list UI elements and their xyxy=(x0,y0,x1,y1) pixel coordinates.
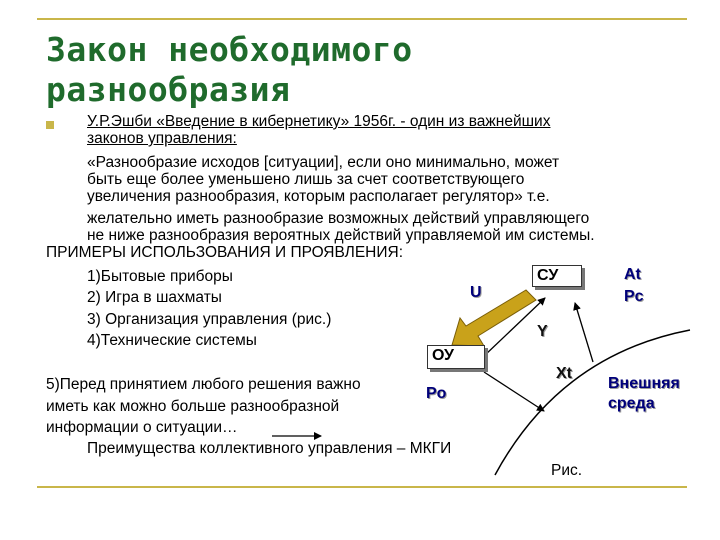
u-label: U xyxy=(470,284,482,301)
su-box: СУ xyxy=(532,265,582,287)
figure-caption: Рис. xyxy=(551,462,583,479)
quote-line1: «Разнообразие исходов [ситуации], если оно минимально, может xyxy=(87,154,560,171)
xt-arrow xyxy=(575,303,593,362)
ou-box: ОУ xyxy=(427,345,485,369)
environment-boundary xyxy=(495,330,690,475)
desire-line1: желательно иметь разнообразие возможных действий управляющего xyxy=(87,210,590,227)
examples-heading: ПРИМЕРЫ ИСПОЛЬЗОВАНИЯ И ПРОЯВЛЕНИЯ: xyxy=(46,244,404,261)
po-arrow xyxy=(484,372,544,411)
ashby-reference-line1: У.Р.Эшби «Введение в кибернетику» 1956г. - один из важнейших xyxy=(87,113,551,130)
desire-line2: не ниже разнообразия вероятных действий управляемой им системы. xyxy=(87,227,595,244)
example-item: 3) Организация управления (рис.) xyxy=(87,311,332,328)
at-label: At xyxy=(624,266,641,283)
point5-line1: 5)Перед принятием любого решения важно xyxy=(46,376,361,393)
quote-line3: увеличения разнообразия, которым располагает регулятор» т.е. xyxy=(87,188,550,205)
advantages-line: Преимущества коллективного управления – МКГИ xyxy=(87,440,452,457)
point5-line2: иметь как можно больше разнообразной xyxy=(46,398,340,415)
example-item: 4)Технические системы xyxy=(87,332,257,349)
environment-label-line2: среда xyxy=(608,395,655,412)
y-label: Y xyxy=(537,323,548,340)
po-label: Po xyxy=(426,385,447,402)
example-item: 2) Игра в шахматы xyxy=(87,289,222,306)
point5-line3: информации о ситуации… xyxy=(46,419,238,436)
example-item: 1)Бытовые приборы xyxy=(87,268,233,285)
xt-label: Xt xyxy=(556,365,572,382)
slide-title: Закон необходимого разнообразия xyxy=(46,30,413,109)
quote-line2: быть еще более уменьшено лишь за счет соответствующего xyxy=(87,171,525,188)
environment-label-line1: Внешняя xyxy=(608,375,680,392)
pc-label: Pc xyxy=(624,288,644,305)
ashby-reference-line2: законов управления: xyxy=(87,130,237,147)
bottom-divider xyxy=(37,486,687,488)
